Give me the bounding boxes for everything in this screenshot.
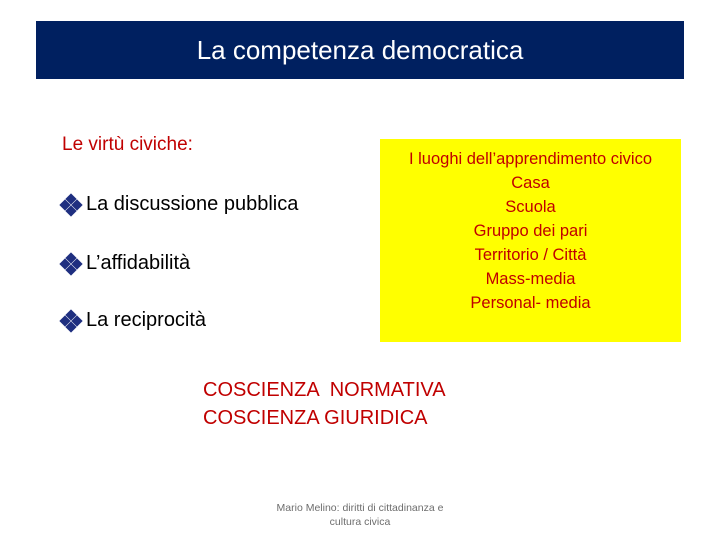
diamond-bullet-icon [60, 310, 82, 332]
conscience-block [203, 376, 446, 432]
box-item: Casa [511, 174, 550, 192]
conscience-normative: COSCIENZA NORMATIVA [203, 379, 446, 401]
bullet-text: La discussione pubblica [86, 193, 299, 215]
bullet-text: La reciprocità [86, 309, 207, 331]
box-item: Personal- media [470, 294, 591, 312]
box-item: Mass-media [485, 270, 576, 288]
diamond-bullet-icon [60, 253, 82, 275]
box-item: Territorio / Città [474, 246, 587, 264]
box-item: Gruppo dei pari [473, 222, 588, 240]
slide-title: La competenza democratica [196, 34, 524, 65]
bullet-item [60, 309, 206, 332]
footer-line: Mario Melino: diritti di cittadinanza e [276, 502, 444, 514]
learning-places-box [380, 139, 681, 342]
footer-line: cultura civica [329, 516, 391, 528]
diamond-bullet-icon [60, 194, 82, 216]
virtues-heading: Le virtù civiche: [62, 134, 193, 155]
title-bar [36, 21, 684, 79]
conscience-juridical: COSCIENZA GIURIDICA [203, 407, 428, 429]
bullet-text: L’affidabilità [86, 252, 191, 274]
bullet-item [60, 252, 190, 275]
box-item: Scuola [505, 198, 556, 216]
footer-credit [262, 501, 458, 529]
bullet-item [60, 193, 298, 216]
box-title: I luoghi dell’apprendimento civico [408, 150, 653, 168]
